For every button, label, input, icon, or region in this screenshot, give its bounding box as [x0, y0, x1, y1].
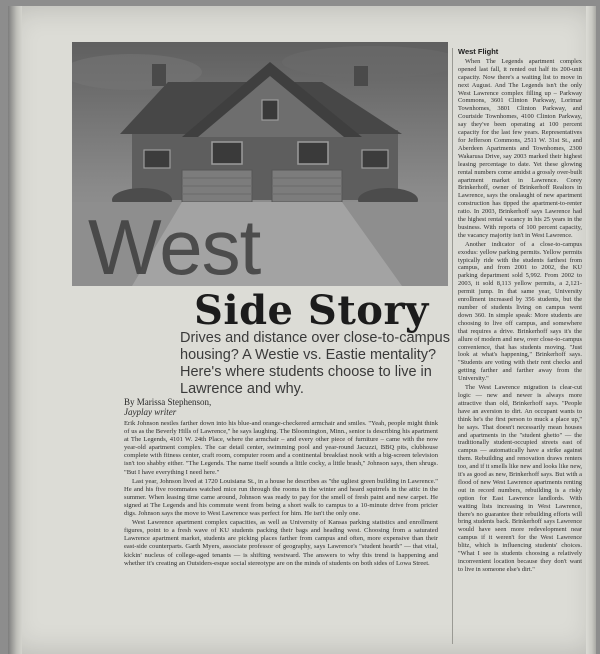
article-body: [124, 420, 438, 569]
headline-west: West: [88, 203, 261, 291]
byline-role: Jayplay writer: [124, 407, 177, 417]
headline-side-story: Side Story: [194, 287, 429, 334]
sidebar-paragraph: When The Legends apartment complex opened last fall, it rented out half its 200-unit capacity. Now there's a waiting list to move in next August. And The Legends isn't the only West Lawrence complex filling up – Parkway Commons, 3601 Clinton Parkway, Lorimar Townhomes, 3801 Clinton Parkway, and Courtside Townhomes, 4100 Clinton Parkway, say they've been operating at 100 percent capacity for the last few years. Representatives for Jefferson Commons, 2511 W. 31st St., and Aberdeen Apartments and Townhomes, 2300 Wakarusa Drive, say 2003 marked their highest leasing percentage to date. Yet these glowing rental numbers come amidst a grossly over-built apartment market in Lawrence. Corey Brinkerhoff, owner of Brinkerhoff Realtors in Lawrence, says the onslaught of new apartment construction has tipped the apartment-to-renter ratio. In 2003, Brinkerhoff says Lawrence had the highest rental vacancy in his 25 years in the business. With reports of 100 percent capacity, the vacancy majority isn't in West Lawrence.: [458, 57, 582, 239]
body-paragraph: West Lawrence apartment complex capacities, as well as University of Kansas parking statistics and enrollment figures, point to a fresh wave of KU students packing their bags and heading west. Choosing from a saturated Lawrence apartment market, students are picking places farther from campus and often, more expensive than their east-side counterparts. Garth Myers, associate professor of geography, says Lawrence's "student hearth" — that vital, kickin' nucleus of college-aged tenants — is shifting westward. The answers to why this trend is happening and whether it's creating an Outsiders-esque social stereotype are on the minds of students on both sides of Lowa Street.: [124, 519, 438, 567]
byline: [124, 397, 344, 417]
body-paragraph: Last year, Johnson lived at 1720 Louisiana St., in a house he describes as "the ugliest green building in Lawrence." He and his five roommates watched mice run through the rooms in the winter and heard squirrels in the attic in the summer. When leasing time came around, Johnson was ready to pay for the smell of fresh paint and new carpet. He signed at The Legends and his commute went from being a short walk to campus to a 10-minute drive from pricier digs. Johnson says the move to West Lawrence was perfect for him. He isn't the only one.: [124, 477, 438, 518]
sidebar-paragraph: The West Lawrence migration is clear-cut logic — new and newer is always more attractive than old, Brinkerhoff says. "People have an aversion to dirt. An occupant wants to think he's the first person to muck a place up," he says. That doesn't necessarily mean houses and apartments in the "student ghetto" — the traditionally student-occupied streets east of campus — automatically have a strike against them. Rebuilding and renovation draws renters too, and if it smells like new and looks like new, it's as good as new, Brinkerhoff says. But with a flood of new West Lawrence apartments renting out in record numbers, rebuilding is a risky option for East Lawrence landlords. With waiting lists increasing in West Lawrence, there's no guarantee their rebuilding efforts will bring students back. Brinkerhoff says Lawrence would have seen more redevelopment near campus if it weren't for the West Lawrence blitz, which is influencing students' choices. "What I see is students choosing a relatively inconvenient location because they don't want to live in someone else's dirt.": [458, 384, 582, 573]
column-divider: [452, 48, 453, 644]
sidebar-west-flight: [458, 48, 582, 575]
body-paragraph: Erik Johnson nestles farther down into his blue-and orange-checkered armchair and smiles. "Yeah, people might think of us as the Beverly Hills of Lawrence," he says laughing. The Bloomington, Minn., senior is describing his apartment at The Legends, 4101 W. 24th Place, where the armchair – and every other piece of furniture – came with the now year-old apartment complex. The car detail center, swimming pool and year-round Jacuzzi, BBQ pits, clubhouse complete with fitness center, craft room, computer room and a continental breakfast nook with a big-screen television isn't too shabby either. "The Legends. The name itself sounds a little cocky, a little brash," Johnson says, then shrugs. "But I have everything I need here.": [124, 420, 438, 476]
sidebar-paragraph: Another indicator of a close-to-campus exodus: yellow parking permits. Yellow permits typically ride with the students farthest from campus, and from 2001 to 2002, the KU parking department sold 5,992. From 2002 to 2003, it sold 8,113 yellow permits, a 2,121-permit jump. In that same year, University enrollment increased by 356 students, but the number of students living on campus went down 360. In simple speak: More students are choosing to live off campus, and somewhere that requires a drive. Brinkerhoff says it's the allure of modern and new, over close-to-campus convenience, that has students moving. "Just look at what's happening," Brinkerhoff says. "Students are voting with their rent checks and getting farther and farther away from the University.": [458, 240, 582, 383]
sidebar-title: West Flight: [458, 47, 499, 56]
page-gutter: [8, 6, 22, 654]
page-edge: [586, 6, 596, 654]
magazine-page: [8, 6, 596, 654]
article-deck: Drives and distance over close-to-campus housing? A Westie vs. Eastie mentality? Here's where students choose to live in Lawrence and why.: [180, 330, 450, 397]
byline-name: By Marissa Stephenson,: [124, 397, 212, 407]
